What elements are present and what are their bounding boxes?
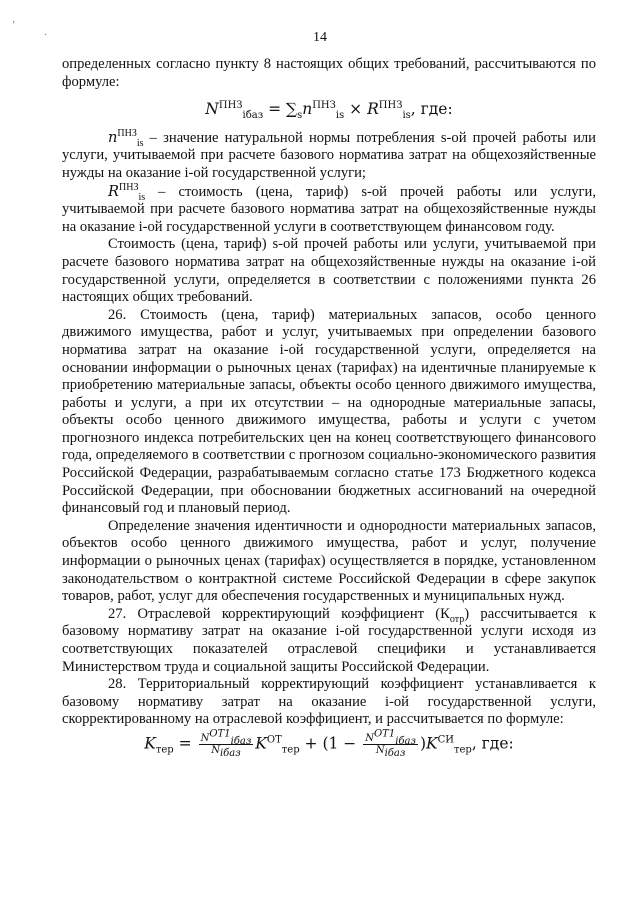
paragraph-27: 27. Отраслевой корректирующий коэффициент $(К_{отр})$ рассчитывается к базовому нормативу затрат на оказание i-ой государственной услуги исходя из соответствующих показателей отраслевой специфики и устанавливается Министерством труда и социальной защиты Российской Федерации. [62,605,596,675]
paragraph-identity: Определение значения идентичности и однородности материальных запасов, объектов особо ценного движимого имущества, работ и услуг, получение информации о рыночных ценах (тарифах) осуществляется в порядке, установленном законодательством о контрактной системе Российской Федерации в сфере закупок товаров, работ, услуг для обеспечения государственных и муниципальных нужд. [62,517,596,605]
paragraph-cost: Стоимость (цена, тариф) s-ой прочей работы или услуги, учитываемой при расчете базового норматива затрат на общехозяйственные нужды на оказание i-ой государственной услуги, определяется в соответствии с положениями пункта 26 настоящих общих требований. [62,236,596,306]
paragraph-28: 28. Территориальный корректирующий коэффициент устанавливается к базовому нормативу затрат на оказание i-ой государственной услуги, скорректированному на отраслевой коэффициент, и рассчитывается по формуле: [62,676,596,728]
definition-r: $R^{ПНЗ}_{is}$ – стоимость (цена, тариф) s-ой прочей работы или услуги, учитываемой при расчете базового норматива затрат на общехозяйственные нужды на оказание i-ой государственной услуги в соответствующем финансовом году. [62,181,596,235]
definition-n: $n^{ПНЗ}_{is}$ – значение натуральной нормы потребления s-ой прочей работы или услуги, учитываемой при расчете базового норматива затрат на общехозяйственные нужды на оказание i-ой государственной услуги; [62,127,596,181]
page-number: 14 [313,30,327,45]
scan-mark: ʼ [12,20,16,31]
formula-kter: $K_{тер}$ = $\frac{N^{ОТ1}_{iбаз}}{N_{iбаз}}$ $K^{ОТ}_{тер} + (1$ − $\frac{N^{ОТ1}_{iбаз}}{N_{iбаз}}$ )$K^{СИ}_{тер}$, где: [144,728,514,759]
document-body [62,56,596,759]
paragraph-26: 26. Стоимость (цена, тариф) материальных запасов, особо ценного движимого имущества, работ и услуг, учитываемых при определении базового норматива затрат на оказание i-ой государственной услуги, определяется на основании информации о рыночных ценах (тарифах) на идентичные планируемые к приобретению материальные запасы, объекты особо ценного движимого имущества, работы и услуги, а при их отсутствии – на однородные материальные запасы, объекты особо ценного движимого имущества, работы и услуги с учетом прогнозного индекса потребительских цен на конец соответствующего финансового года, определяемого в соответствии с прогнозом социально-экономического развития Российской Федерации, разрабатываемым согласно статье 173 Бюджетного кодекса Российской Федерации, при обосновании бюджетных ассигнований на очередной финансовый год и плановый период. [62,306,596,517]
fraction: $\frac{N^{ОТ1}_{iбаз}}{N_{iбаз}}$ [200,728,252,759]
scan-mark: · [44,30,48,41]
paragraph-intro: определенных согласно пункту 8 настоящих общих требований, рассчитываются по формуле: [62,56,596,90]
formula-nbaz: $N^{ПНЗ}_{iбаз} = \sum_sn^{ПНЗ}_{is} \times R^{ПНЗ}_{is}$, где: [205,100,453,122]
fraction: $\frac{N^{ОТ1}_{iбаз}}{N_{iбаз}}$ [365,728,416,759]
